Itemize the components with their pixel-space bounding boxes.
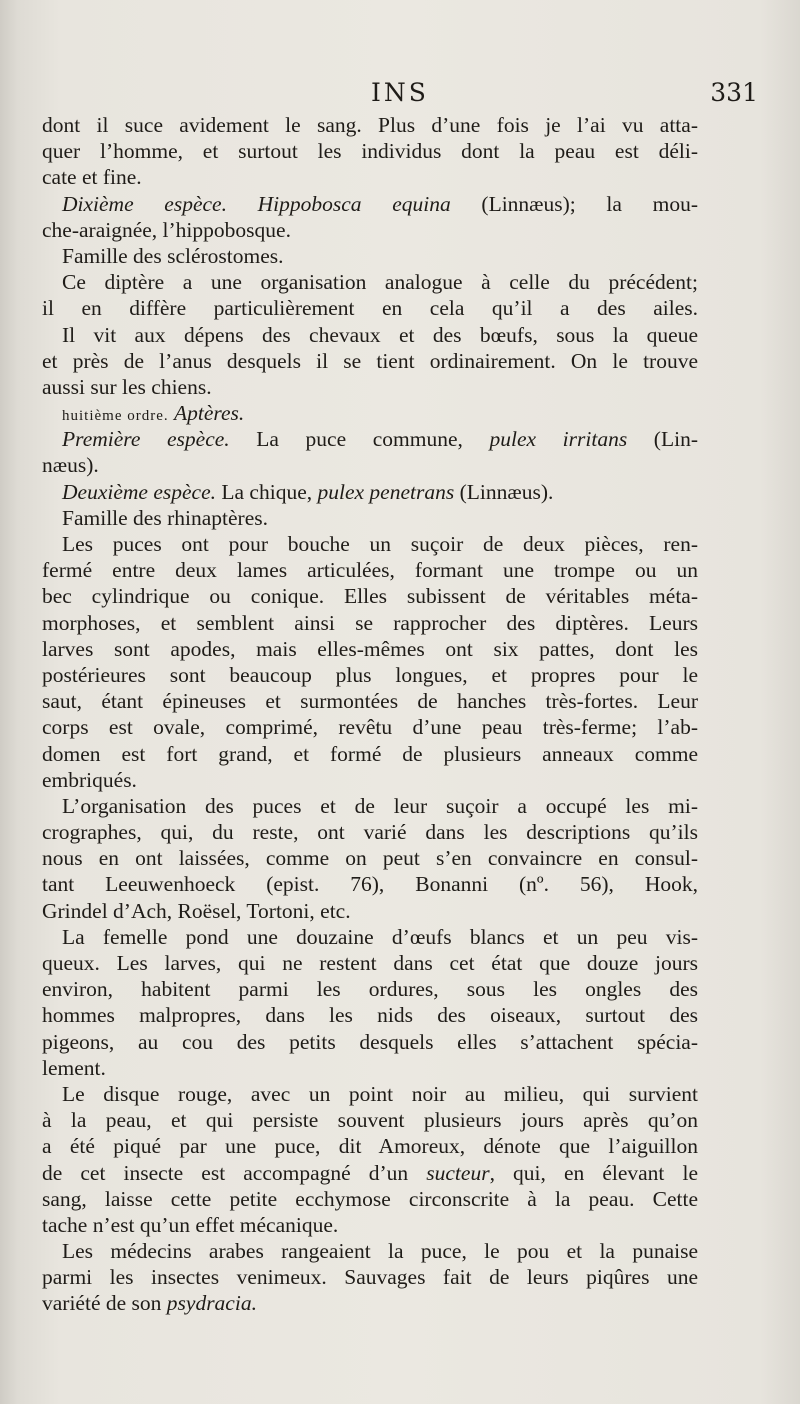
- text-run: postérieures sont beaucoup plus longues, et propres pour le: [42, 662, 698, 687]
- text-run: bec cylindrique ou conique. Elles subissent de véritables méta-: [42, 584, 698, 609]
- text-run: aussi sur les chiens.: [42, 374, 212, 399]
- text-run: hommes malpropres, dans les nids des oiseaux, surtout des: [42, 1003, 698, 1028]
- text-run: à la peau, et qui persiste souvent plusieurs jours après qu’on: [42, 1108, 698, 1133]
- italic-text: sucteur: [426, 1160, 490, 1185]
- text-run: La femelle pond une douzaine d’œufs blancs et un peu vis-: [62, 924, 698, 949]
- text-line: [42, 610, 698, 636]
- text-run: variété de son: [42, 1291, 167, 1316]
- italic-text: pulex penetrans: [317, 479, 455, 504]
- text-run: Ce diptère a une organisation analogue à celle du précédent;: [62, 270, 698, 295]
- text-line: [42, 479, 698, 505]
- text-run: environ, habitent parmi les ordures, sous les ongles des: [42, 977, 698, 1002]
- text-run: La chique,: [216, 479, 318, 504]
- text-run: il en diffère particulièrement en cela qu’il a des ailes.: [42, 296, 698, 321]
- running-head: INS: [371, 78, 429, 107]
- text-line: [42, 1212, 698, 1238]
- text-line: [42, 1002, 698, 1028]
- text-run: næus).: [42, 453, 99, 478]
- text-run: morphoses, et semblent ainsi se rapprocher des diptères. Leurs: [42, 610, 698, 635]
- text-run: a été piqué par une puce, dit Amoreux, dénote que l’aiguillon: [42, 1134, 698, 1159]
- text-line: [42, 243, 698, 269]
- text-run: larves sont apodes, mais elles-mêmes ont six pattes, dont les: [42, 636, 698, 661]
- text-run: Les médecins arabes rangeaient la puce, le pou et la punaise: [62, 1239, 698, 1264]
- text-run: tache n’est qu’un effet mécanique.: [42, 1212, 339, 1237]
- text-run: fermé entre deux lames articulées, formant une trompe ou un: [42, 558, 698, 583]
- text-line: [42, 793, 698, 819]
- text-line: [42, 295, 698, 321]
- text-line: [42, 400, 698, 426]
- text-run: domen est fort grand, et formé de plusieurs anneaux comme: [42, 741, 698, 766]
- text-run: lement.: [42, 1055, 106, 1080]
- text-line: [42, 714, 698, 740]
- text-line: [42, 374, 698, 400]
- italic-text: pulex irritans: [489, 427, 628, 452]
- text-line: [42, 898, 698, 924]
- text-line: [42, 950, 698, 976]
- text-run: nous en ont laissées, comme on peut s’en convaincre en consul-: [42, 846, 698, 871]
- text-run: La puce commune,: [229, 427, 490, 452]
- text-line: [42, 1055, 698, 1081]
- text-run: dont il suce avidement le sang. Plus d’une fois je l’ai vu atta-: [42, 113, 698, 137]
- text-line: [42, 557, 698, 583]
- text-line: [42, 1264, 698, 1290]
- text-run: saut, étant épineuses et surmontées de hanches très-fortes. Leur: [42, 689, 698, 714]
- page-header: [42, 78, 758, 112]
- text-line: [42, 924, 698, 950]
- text-run: corps est ovale, comprimé, revêtu d’une peau très-ferme; l’ab-: [42, 715, 698, 740]
- page-number: 331: [710, 78, 758, 107]
- text-run: de cet insecte est accompagné d’un: [42, 1160, 427, 1185]
- text-line: [42, 1160, 698, 1186]
- text-run: sang, laisse cette petite ecchymose circonscrite à la peau. Cette: [42, 1186, 698, 1211]
- text-line: [42, 348, 698, 374]
- text-line: [42, 164, 698, 190]
- text-line: [42, 845, 698, 871]
- text-line: [42, 322, 698, 348]
- text-line: [42, 741, 698, 767]
- text-run: Il vit aux dépens des chevaux et des bœufs, sous la queue: [62, 322, 698, 347]
- text-line: [42, 976, 698, 1002]
- italic-text: psydracia.: [166, 1291, 257, 1316]
- text-run: cate et fine.: [42, 165, 142, 190]
- text-line: [42, 1029, 698, 1055]
- text-line: [42, 1238, 698, 1264]
- text-run: pigeons, au cou des petits desquels elles s’attachent spécia-: [42, 1029, 698, 1054]
- text-line: [42, 767, 698, 793]
- text-run: Les puces ont pour bouche un suçoir de deux pièces, ren-: [62, 532, 698, 556]
- text-line: [42, 1081, 698, 1107]
- text-run: che-araignée, l’hippobosque.: [42, 217, 291, 242]
- text-run: crographes, qui, du reste, ont varié dans les descriptions qu’ils: [42, 820, 698, 845]
- text-line: [42, 1133, 698, 1159]
- italic-text: Première espèce.: [62, 427, 230, 452]
- text-line: [42, 505, 698, 531]
- text-line: [42, 1107, 698, 1133]
- text-line: [42, 1290, 698, 1316]
- text-run: quer l’homme, et surtout les individus dont la peau est déli-: [42, 139, 698, 164]
- text-line: [42, 138, 698, 164]
- text-run: L’organisation des puces et de leur suçoir a occupé les mi-: [62, 793, 698, 818]
- text-line: [42, 871, 698, 897]
- text-run: Famille des sclérostomes.: [62, 243, 284, 268]
- text-line: [42, 269, 698, 295]
- text-run: Le disque rouge, avec un point noir au milieu, qui survient: [62, 1081, 698, 1106]
- text-line: [42, 452, 698, 478]
- italic-text: Deuxième espèce.: [62, 479, 216, 504]
- text-run: parmi les insectes venimeux. Sauvages fait de leurs piqûres une: [42, 1265, 698, 1290]
- text-run: queux. Les larves, qui ne restent dans cet état que douze jours: [42, 951, 698, 975]
- text-line: [42, 531, 698, 557]
- text-run: tant Leeuwenhoeck (epist. 76), Bonanni (nº. 56), Hook,: [42, 872, 698, 897]
- text-line: [42, 688, 698, 714]
- body-text: [42, 112, 698, 1317]
- text-line: [42, 662, 698, 688]
- text-run: (Linnæus).: [454, 479, 554, 504]
- text-run: Famille des rhinaptères.: [62, 505, 268, 530]
- text-run: et près de l’anus desquels il se tient ordinairement. On le trouve: [42, 348, 698, 373]
- text-line: [42, 819, 698, 845]
- text-line: [42, 112, 698, 138]
- text-run: embriqués.: [42, 767, 137, 792]
- text-run: (Lin-: [627, 427, 698, 452]
- text-line: [42, 217, 698, 243]
- text-line: [42, 191, 698, 217]
- text-line: [42, 1186, 698, 1212]
- text-line: [42, 426, 698, 452]
- text-run: , qui, en élevant le: [489, 1160, 698, 1185]
- text-run: Grindel d’Ach, Roësel, Tortoni, etc.: [42, 898, 351, 923]
- italic-text: Dixième espèce. Hippobosca equina: [62, 191, 451, 216]
- text-line: [42, 583, 698, 609]
- text-run: (Linnæus); la mou-: [450, 191, 698, 216]
- small-caps-text: huitième ordre.: [62, 408, 169, 425]
- italic-text: Aptères.: [174, 401, 245, 426]
- text-line: [42, 636, 698, 662]
